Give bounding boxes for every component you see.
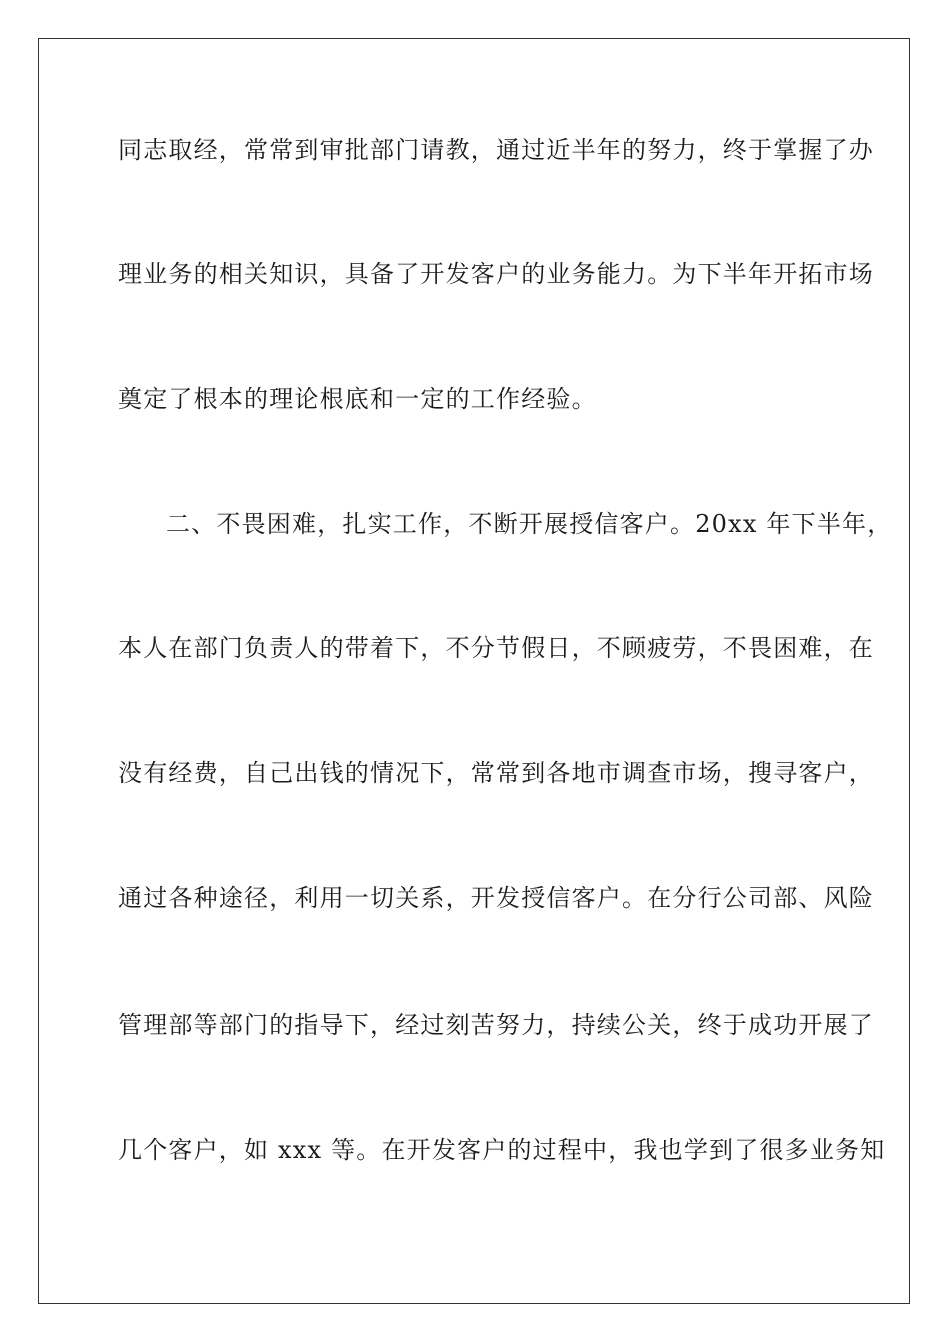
body-text-line: 通过各种途径，利用一切关系，开发授信客户。在分行公司部、风险 bbox=[118, 884, 874, 912]
body-text-line: 本人在部门负责人的带着下，不分节假日，不顾疲劳，不畏困难，在 bbox=[118, 634, 874, 662]
page-border bbox=[38, 38, 910, 1304]
body-text-line: 几个客户，如 xxx 等。在开发客户的过程中，我也学到了很多业务知 bbox=[118, 1136, 886, 1164]
body-text-line: 同志取经，常常到审批部门请教，通过近半年的努力，终于掌握了办 bbox=[118, 136, 874, 164]
section-heading-line: 二、不畏困难，扎实工作，不断开展授信客户。20xx 年下半年， bbox=[166, 510, 893, 538]
body-text-line: 理业务的相关知识，具备了开发客户的业务能力。为下半年开拓市场 bbox=[118, 260, 874, 288]
body-text-line: 管理部等部门的指导下，经过刻苦努力，持续公关，终于成功开展了 bbox=[118, 1011, 874, 1039]
body-text-line: 奠定了根本的理论根底和一定的工作经验。 bbox=[118, 385, 597, 413]
body-text-line: 没有经费，自己出钱的情况下，常常到各地市调查市场，搜寻客户， bbox=[118, 759, 874, 787]
